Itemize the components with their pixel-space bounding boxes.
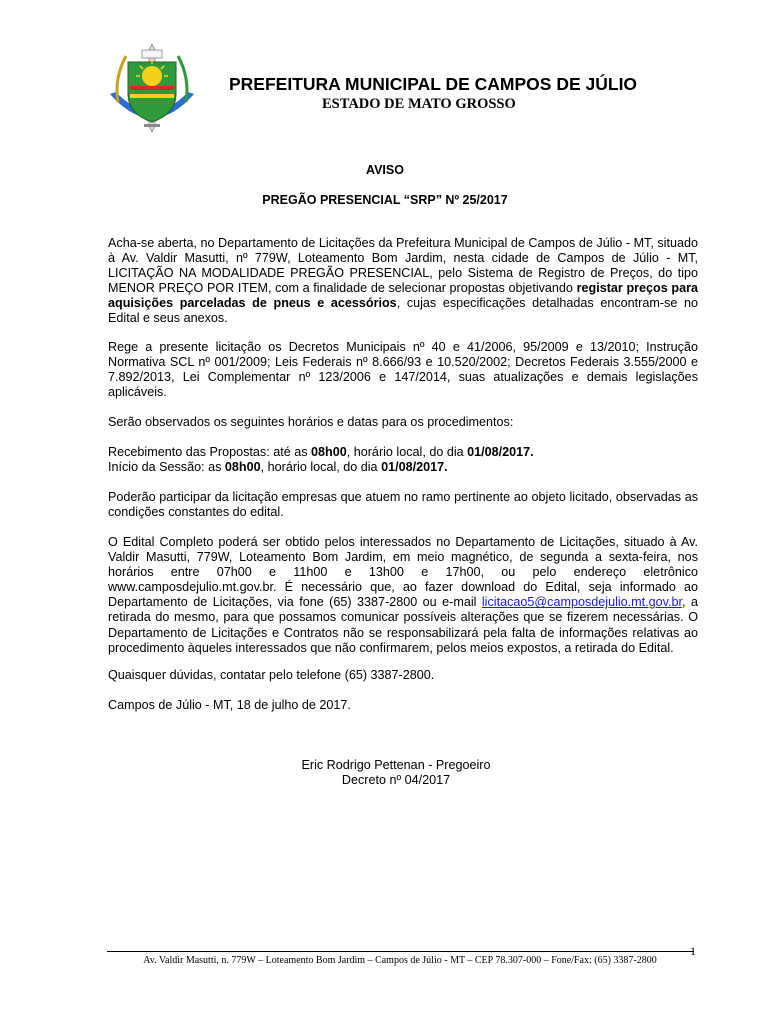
p1-line-4 <box>108 281 698 296</box>
state-subtitle: ESTADO DE MATO GROSSO <box>322 96 516 112</box>
signatory-decree: Decreto nº 04/2017 <box>341 773 451 787</box>
notice-heading: AVISO <box>366 163 404 177</box>
schedule-paragraph <box>108 445 698 475</box>
edital-paragraph <box>108 535 698 656</box>
p2-line-1: Rege a presente licitação os Decretos Municipais nº 40 e 41/2006, 95/2009 e 13/2010; Instrução <box>108 340 698 354</box>
p1-line-6: Edital e seus anexos. <box>108 311 228 326</box>
footer-address: Av. Valdir Masutti, n. 779W – Loteamento Bom Jardim – Campos de Júlio - MT – CEP 78.307-000 – Fone/Fax: (65) 3387-2800 <box>143 955 657 966</box>
p6-line-5-text: Departamento de Licitações, via fone (65) 3387-2800 ou e-mail <box>108 595 482 610</box>
p6-line-6: retirada do mesmo, para que possamos comunicar possíveis alterações que se fizerem necessárias. O <box>108 610 698 625</box>
session-start <box>108 460 698 475</box>
session-local: , horário local, do dia <box>260 460 382 475</box>
email-link[interactable]: licitacao5@camposdejulio.mt.gov.br <box>481 595 683 610</box>
opening-paragraph <box>108 236 698 327</box>
p5-line-1: Poderão participar da licitação empresas que atuem no ramo pertinente ao objeto licitado, observadas as <box>108 490 698 504</box>
participation-paragraph <box>108 490 698 520</box>
footer-divider <box>107 951 694 952</box>
p5-line-2: condições constantes do edital. <box>108 505 284 520</box>
p1-line-2: à Av. Valdir Masutti, nº 779W, Loteamento Bom Jardim, nesta cidade de Campos de Júlio - MT, <box>108 251 698 266</box>
p2-line-3: 7.892/2013, Lei Complementar nº 123/2006 e 147/2014, suas atualizações e demais legislações <box>108 370 698 385</box>
p1-line-3: LICITAÇÃO NA MODALIDADE PREGÃO PRESENCIAL, pelo Sistema de Registro de Preços, do tipo <box>108 266 698 281</box>
session-date: 01/08/2017. <box>381 460 448 475</box>
legal-basis-paragraph <box>108 340 698 400</box>
proposals-date: 01/08/2017. <box>467 445 534 459</box>
date-place: Campos de Júlio - MT, 18 de julho de 2017. <box>108 698 351 712</box>
p2-line-4: aplicáveis. <box>108 385 167 400</box>
p6-line-5-end: , a <box>682 595 698 610</box>
schedule-intro: Serão observados os seguintes horários e datas para os procedimentos: <box>108 415 514 429</box>
contact-paragraph: Quaisquer dúvidas, contatar pelo telefone (65) 3387-2800. <box>108 668 435 682</box>
p6-line-7: Departamento de Licitações e Contratos não se responsabilizará pela falta de informações relativas ao <box>108 625 698 640</box>
p6-line-2: Valdir Masutti, 779W, Loteamento Bom Jardim, em meio magnético, de segunda a sexta-feira, nos <box>108 550 698 565</box>
p1-line-4-bold: registar preços para <box>576 281 699 296</box>
p6-line-3: horários entre 07h00 e 11h00 e 13h00 e 17h00, ou pelo endereço eletrônico <box>108 565 698 580</box>
session-time: 08h00 <box>224 460 261 475</box>
proposals-label: Recebimento das Propostas: até as <box>108 445 312 459</box>
p1-line-5 <box>108 296 698 311</box>
proposals-local: , horário local, do dia <box>346 445 468 459</box>
session-label: Início da Sessão: as <box>108 460 225 475</box>
p1-line-1: Acha-se aberta, no Departamento de Licitações da Prefeitura Municipal de Campos de Júlio - MT, situado <box>108 236 698 250</box>
p6-line-5 <box>108 595 698 610</box>
coat-of-arms-logo <box>104 42 200 134</box>
p6-line-1: O Edital Completo poderá ser obtido pelos interessados no Departamento de Licitações, situado à Av. <box>108 535 698 549</box>
proposals-time: 08h00 <box>311 445 347 459</box>
p2-line-2: Normativa SCL nº 001/2009; Leis Federais nº 8.666/93 e 10.520/2002; Decretos Federais 3.555/2000 e <box>108 355 698 370</box>
p1-line-4-text: MENOR PREÇO POR ITEM, com a finalidade de selecionar propostas objetivando <box>108 281 577 296</box>
p1-line-5-text: , cujas especificações detalhadas encontram-se no <box>396 296 698 311</box>
proposals-deadline <box>108 445 698 460</box>
municipality-title: PREFEITURA MUNICIPAL DE CAMPOS DE JÚLIO <box>229 74 638 94</box>
page-number: 1 <box>690 944 696 958</box>
p1-line-5-bold: aquisições parceladas de pneus e acessórios <box>108 296 397 311</box>
p6-line-4: www.camposdejulio.mt.gov.br. É necessário que, ao fazer download do Edital, seja informado ao <box>108 580 698 595</box>
pregao-title: PREGÃO PRESENCIAL “SRP” Nº 25/2017 <box>262 193 508 207</box>
signatory-name: Eric Rodrigo Pettenan - Pregoeiro <box>301 758 491 772</box>
p6-line-8: procedimento àqueles interessados que não confirmarem, pelos meios expostos, a retirada do Edital. <box>108 640 674 655</box>
